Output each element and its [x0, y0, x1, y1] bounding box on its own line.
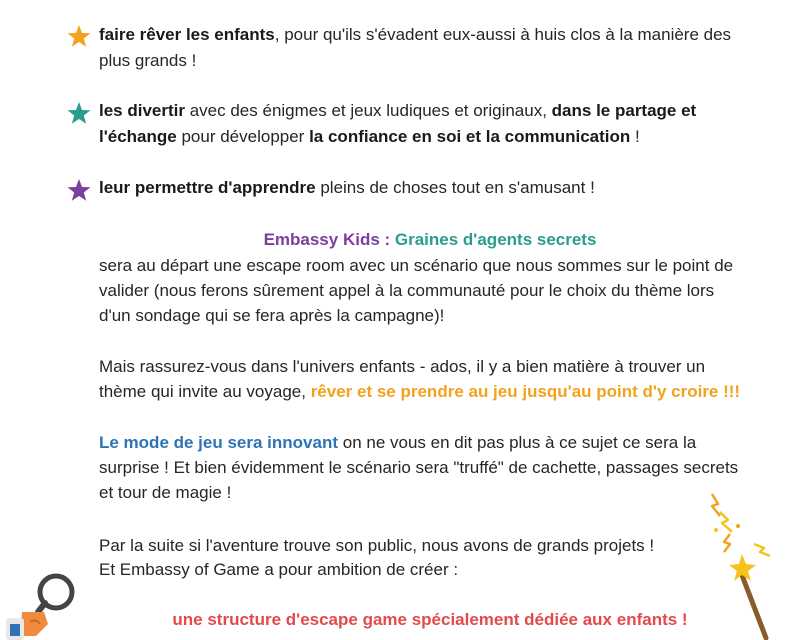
bullet-1-bold: faire rêver les enfants — [99, 25, 275, 44]
bullet-2-text-3: ! — [630, 127, 640, 146]
para-1-line-1: sera au départ une escape room avec un scénario que nous sommes sur le point de — [99, 256, 734, 275]
bullet-1-text: , pour qu'ils s'évadent eux-aussi à huis clos à la manière des — [274, 25, 732, 44]
closing-highlight: une structure d'escape game spécialement dédiée aux enfants ! — [172, 610, 688, 629]
bullet-2-text-2: pour développer — [176, 127, 310, 146]
closing-statement — [0, 608, 800, 632]
para-1-line-3: d'un sondage qui se fera après la campagne)! — [99, 306, 445, 325]
para-2-line-1: Mais rassurez-vous dans l'univers enfants - ados, il y a bien matière à trouver un — [99, 357, 706, 376]
star-icon — [67, 101, 91, 125]
para-1-line-2: valider (nous ferons sûrement appel à la communauté pour le choix du thème lors — [99, 281, 715, 300]
magnifier-icon — [0, 572, 82, 640]
bullet-2-line-1 — [99, 99, 696, 123]
bullet-2-text-1: avec des énigmes et jeux ludiques et originaux, — [185, 101, 552, 120]
bullet-2-bold-3: l'échange — [99, 127, 177, 146]
bullet-1-line-2: plus grands ! — [99, 51, 197, 70]
bullet-2-bold-4: la confiance en soi et la communication — [309, 127, 631, 146]
para-4-line-1: Par la suite si l'aventure trouve son public, nous avons de grands projets ! — [99, 536, 655, 555]
bullet-2-bold-2: dans le partage et — [551, 101, 697, 120]
para-2-line-2 — [99, 380, 740, 404]
para-3-text: on ne vous en dit pas plus à ce sujet ce sera la — [338, 433, 697, 452]
para-2-text: thème qui invite au voyage, — [99, 382, 311, 401]
bullet-3-line — [99, 176, 595, 200]
bullet-1-line-1 — [99, 23, 731, 47]
bullet-2-bold-1: les divertir — [99, 101, 185, 120]
para-2-highlight: rêver et se prendre au jeu jusqu'au point d'y croire !!! — [310, 382, 741, 401]
title-graines-agents: Graines d'agents secrets — [394, 230, 597, 249]
section-title — [0, 228, 800, 252]
bullet-3-bold: leur permettre d'apprendre — [99, 178, 316, 197]
para-3-highlight: Le mode de jeu sera innovant — [99, 433, 339, 452]
para-4-line-2: Et Embassy of Game a pour ambition de créer : — [99, 560, 459, 579]
bullet-3-text: pleins de choses tout en s'amusant ! — [315, 178, 595, 197]
bullet-2-line-2 — [99, 125, 640, 149]
para-3-line-1 — [99, 431, 696, 455]
para-3-line-3: et tour de magie ! — [99, 483, 232, 502]
para-3-line-2: surprise ! Et bien évidemment le scénario sera "truffé" de cachette, passages secrets — [99, 458, 739, 477]
magic-wand-icon — [694, 490, 780, 640]
title-embassy-kids: Embassy Kids : — [263, 230, 395, 249]
star-icon — [67, 178, 91, 202]
star-icon — [67, 24, 91, 48]
